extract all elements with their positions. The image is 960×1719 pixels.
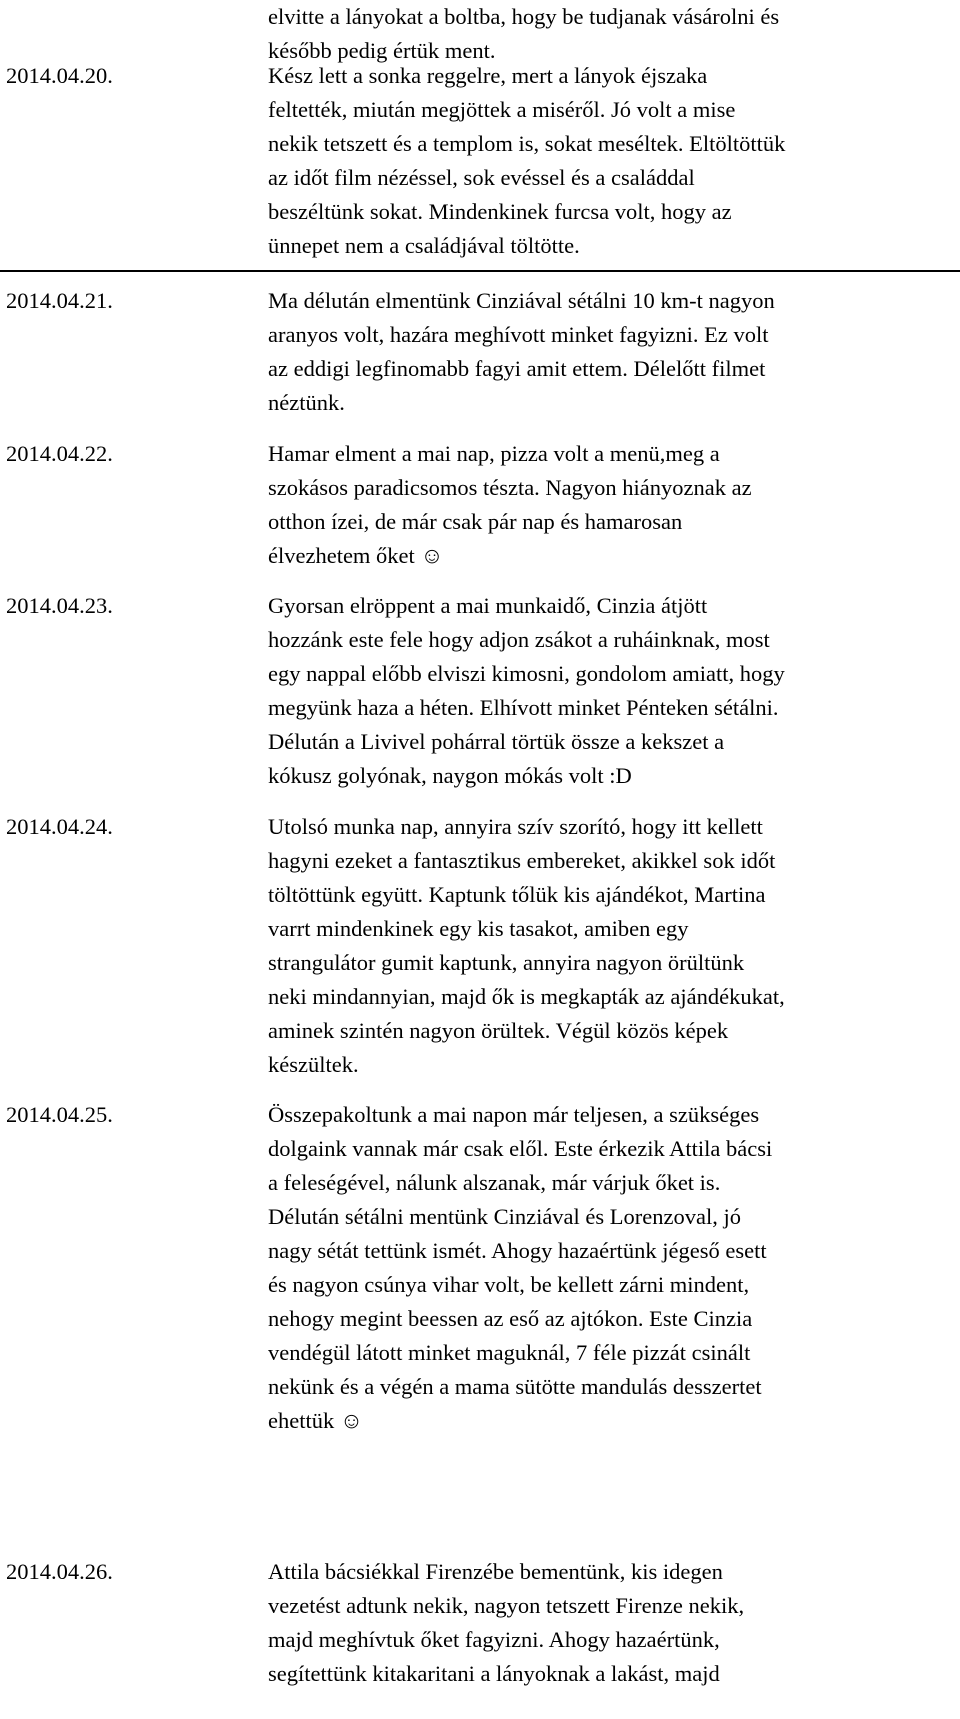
entry-line: aminek szintén nagyon örültek. Végül közös képek — [268, 1018, 729, 1043]
entry-line: nekünk és a végén a mama sütötte mandulás desszertet — [268, 1374, 762, 1399]
entry-line: kókusz golyónak, naygon mókás volt :D — [268, 763, 632, 788]
entry-line: hagyni ezeket a fantasztikus embereket, akikkel sok időt — [268, 848, 776, 873]
entry-line: nagy sétát tettünk ismét. Ahogy hazaértünk jégeső esett — [268, 1238, 767, 1263]
entry-line: Összepakoltunk a mai napon már teljesen, a szükséges — [268, 1102, 760, 1127]
entry-date: 2014.04.22. — [6, 441, 113, 466]
entry-line: egy nappal előbb elviszi kimosni, gondolom amiatt, hogy — [268, 661, 785, 686]
entry-text — [268, 284, 958, 420]
entry-line: Ma délután elmentünk Cinziával sétálni 10 km-t nagyon — [268, 288, 775, 313]
entry-date: 2014.04.26. — [6, 1559, 113, 1584]
entry-line: ünnepet nem a családjával töltötte. — [268, 233, 580, 258]
entry-line: szokásos paradicsomos tészta. Nagyon hiányoznak az — [268, 475, 752, 500]
entry-line: feltették, miután megjöttek a miséről. Jó volt a mise — [268, 97, 736, 122]
entry-line: Hamar elment a mai nap, pizza volt a menü,meg a — [268, 441, 720, 466]
entry-line: az eddigi legfinomabb fagyi amit ettem. Délelőtt filmet — [268, 356, 766, 381]
entry-line: megyünk haza a héten. Elhívott minket Pénteken sétálni. — [268, 695, 779, 720]
entry-line: Attila bácsiékkal Firenzébe bementünk, kis idegen — [268, 1559, 723, 1584]
entry-line: a feleségével, nálunk alszanak, már várjuk őket is. — [268, 1170, 721, 1195]
entry-line: élvezhetem őket ☺ — [268, 543, 444, 568]
entry-line: nehogy megint beessen az eső az ajtókon. Este Cinzia — [268, 1306, 753, 1331]
entry-line: neki mindannyian, majd ők is megkapták az ajándékukat, — [268, 984, 785, 1009]
entry-line: néztünk. — [268, 390, 345, 415]
entry-line: dolgaink vannak már csak elől. Este érkezik Attila bácsi — [268, 1136, 773, 1161]
entry-line: segítettünk kitakaritani a lányoknak a lakást, majd — [268, 1661, 720, 1686]
entry-line: majd meghívtuk őket fagyizni. Ahogy hazaértünk, — [268, 1627, 720, 1652]
entry-text — [268, 437, 958, 573]
entry-line: készültek. — [268, 1052, 359, 1077]
entry-line: aranyos volt, hazára meghívott minket fagyizni. Ez volt — [268, 322, 769, 347]
entry-line: strangulátor gumit kaptunk, annyira nagyon örültünk — [268, 950, 745, 975]
entry-line: vezetést adtunk nekik, nagyon tetszett Firenze nekik, — [268, 1593, 745, 1618]
entry-line: hozzánk este fele hogy adjon zsákot a ruháinknak, most — [268, 627, 770, 652]
entry-date: 2014.04.20. — [6, 63, 113, 88]
entry-text — [268, 1555, 958, 1691]
entry-line: Gyorsan elröppent a mai munkaidő, Cinzia átjött — [268, 593, 708, 618]
entry-line: nekik tetszett és a templom is, sokat meséltek. Eltöltöttük — [268, 131, 786, 156]
entry-line: ehettük ☺ — [268, 1408, 363, 1433]
entry-line: az időt film nézéssel, sok evéssel és a családdal — [268, 165, 695, 190]
entry-line: töltöttünk együtt. Kaptunk tőlük kis ajándékot, Martina — [268, 882, 766, 907]
entry-line: otthon ízei, de már csak pár nap és hamarosan — [268, 509, 683, 534]
entry-date: 2014.04.24. — [6, 814, 113, 839]
entry-date: 2014.04.23. — [6, 593, 113, 618]
entry-line: és nagyon csúnya vihar volt, be kellett zárni mindent, — [268, 1272, 750, 1297]
entry-date: 2014.04.25. — [6, 1102, 113, 1127]
entry-text — [268, 589, 958, 793]
entry-line: elvitte a lányokat a boltba, hogy be tudjanak vásárolni és — [268, 4, 780, 29]
entry-line: Utolsó munka nap, annyira szív szorító, hogy itt kellett — [268, 814, 763, 839]
entry-text — [268, 810, 958, 1082]
entry-line: Délután a Livivel pohárral törtük össze a kekszet a — [268, 729, 725, 754]
entry-line: Kész lett a sonka reggelre, mert a lányok éjszaka — [268, 63, 708, 88]
entry-text — [268, 59, 958, 263]
section-divider — [0, 270, 960, 272]
entry-date: 2014.04.21. — [6, 288, 113, 313]
entry-line: beszéltünk sokat. Mindenkinek furcsa volt, hogy az — [268, 199, 732, 224]
entry-text — [268, 0, 958, 68]
entry-line: Délután sétálni mentünk Cinziával és Lorenzoval, jó — [268, 1204, 741, 1229]
entry-line: varrt mindenkinek egy kis tasakot, amiben egy — [268, 916, 689, 941]
entry-line: később pedig értük ment. — [268, 38, 496, 63]
entry-text — [268, 1098, 958, 1438]
entry-line: vendégül látott minket maguknál, 7 féle pizzát csinált — [268, 1340, 751, 1365]
